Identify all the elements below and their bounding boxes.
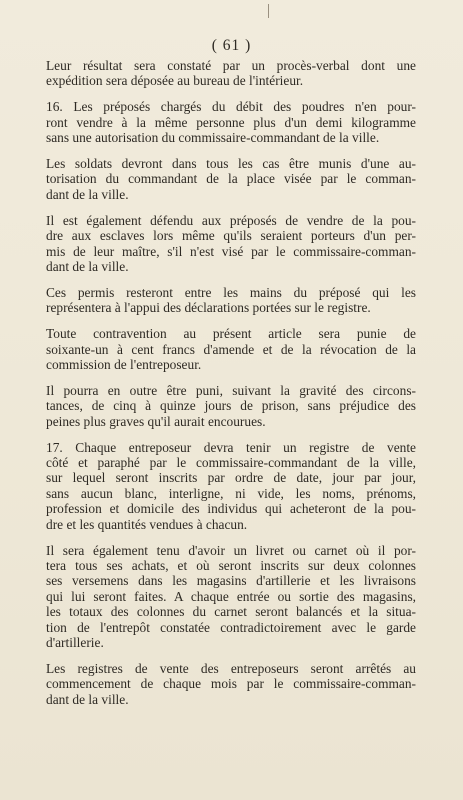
text-line: qui lui seront faites. A chaque entrée ou sortie des magasins, xyxy=(46,588,416,604)
paragraph xyxy=(46,440,416,532)
paragraph xyxy=(46,285,416,316)
text-line: commission de l'entreposeur. xyxy=(46,357,202,372)
text-line: 17. Chaque entreposeur devra tenir un registre de vente xyxy=(46,439,416,455)
text-line: soixante-un à cent francs d'amende et de la révocation de la xyxy=(46,341,416,357)
text-line: représentera à l'appui des déclarations portées sur le registre. xyxy=(46,300,371,316)
text-line: d'artillerie. xyxy=(46,635,104,650)
text-line: dant de la ville. xyxy=(46,258,129,274)
text-line: dre aux esclaves lors même qu'ils seraient porteurs d'un per- xyxy=(46,228,416,244)
text-line: tances, de cinq à quinze jours de prison, sans préjudice des xyxy=(46,398,416,414)
text-line: Les soldats devront dans tous les cas être munis d'une au- xyxy=(46,156,416,172)
text-line: tion de l'entrepôt constatée contradictoirement avec le garde xyxy=(46,619,416,635)
paragraph xyxy=(46,326,416,372)
text-line: tera tous ses achats, et où seront inscrits sur deux colonnes xyxy=(46,557,416,573)
paragraph xyxy=(46,543,416,651)
text-line: peines plus graves qu'il aurait encourues. xyxy=(46,413,266,429)
text-line: commencement de chaque mois par le commissaire-comman- xyxy=(46,676,416,692)
text-line: côté et paraphé par le commissaire-commandant de la ville, xyxy=(46,455,416,471)
text-line: Toute contravention au présent article sera punie de xyxy=(46,326,416,342)
text-line: dant de la ville. xyxy=(46,186,129,202)
text-line: sur lequel seront inscrits par ordre de date, jour par jour, xyxy=(46,470,416,486)
paragraph xyxy=(46,99,416,145)
text-line: Leur résultat sera constaté par un procès-verbal dont une xyxy=(46,58,416,73)
paragraph xyxy=(46,58,416,89)
paragraph xyxy=(46,383,416,429)
text-line: sans aucun blanc, interligne, ni vide, les noms, prénoms, xyxy=(46,485,416,501)
text-line: dre et les quantités vendues à chacun. xyxy=(46,516,248,532)
text-line: mis de leur maître, s'il n'est visé par le commissaire-comman- xyxy=(46,243,416,259)
text-line: ront vendre à la même personne plus d'un demi kilogramme xyxy=(46,114,416,130)
page-mark xyxy=(268,4,269,18)
text-line: Il pourra en outre être puni, suivant la gravité des circons- xyxy=(46,382,416,398)
text-line: ses versemens dans les magasins d'artillerie et les livraisons xyxy=(46,573,416,589)
text-line: 16. Les préposés chargés du débit des poudres n'en pour- xyxy=(46,99,416,115)
text-line: dant de la ville. xyxy=(46,691,129,707)
text-line: les totaux des colonnes du carnet seront balancés et la situa- xyxy=(46,604,416,620)
text-line: Il sera également tenu d'avoir un livret ou carnet où il por- xyxy=(46,542,416,558)
text-line: profession et domicile des individus qui acheteront de la pou- xyxy=(46,501,416,517)
text-line: torisation du commandant de la place visée par le comman- xyxy=(46,171,416,187)
body-text xyxy=(46,58,416,718)
text-line: expédition sera déposée au bureau de l'intérieur. xyxy=(46,73,304,89)
paragraph xyxy=(46,661,416,707)
page-number: ( 61 ) xyxy=(211,37,252,54)
text-line: sans une autorisation du commissaire-commandant de la ville. xyxy=(46,130,380,146)
text-line: Les registres de vente des entreposeurs seront arrêtés au xyxy=(46,660,416,676)
paragraph xyxy=(46,156,416,202)
paragraph xyxy=(46,213,416,275)
text-line: Il est également défendu aux préposés de vendre de la pou- xyxy=(46,212,416,228)
text-line: Ces permis resteront entre les mains du préposé qui les xyxy=(46,284,416,300)
